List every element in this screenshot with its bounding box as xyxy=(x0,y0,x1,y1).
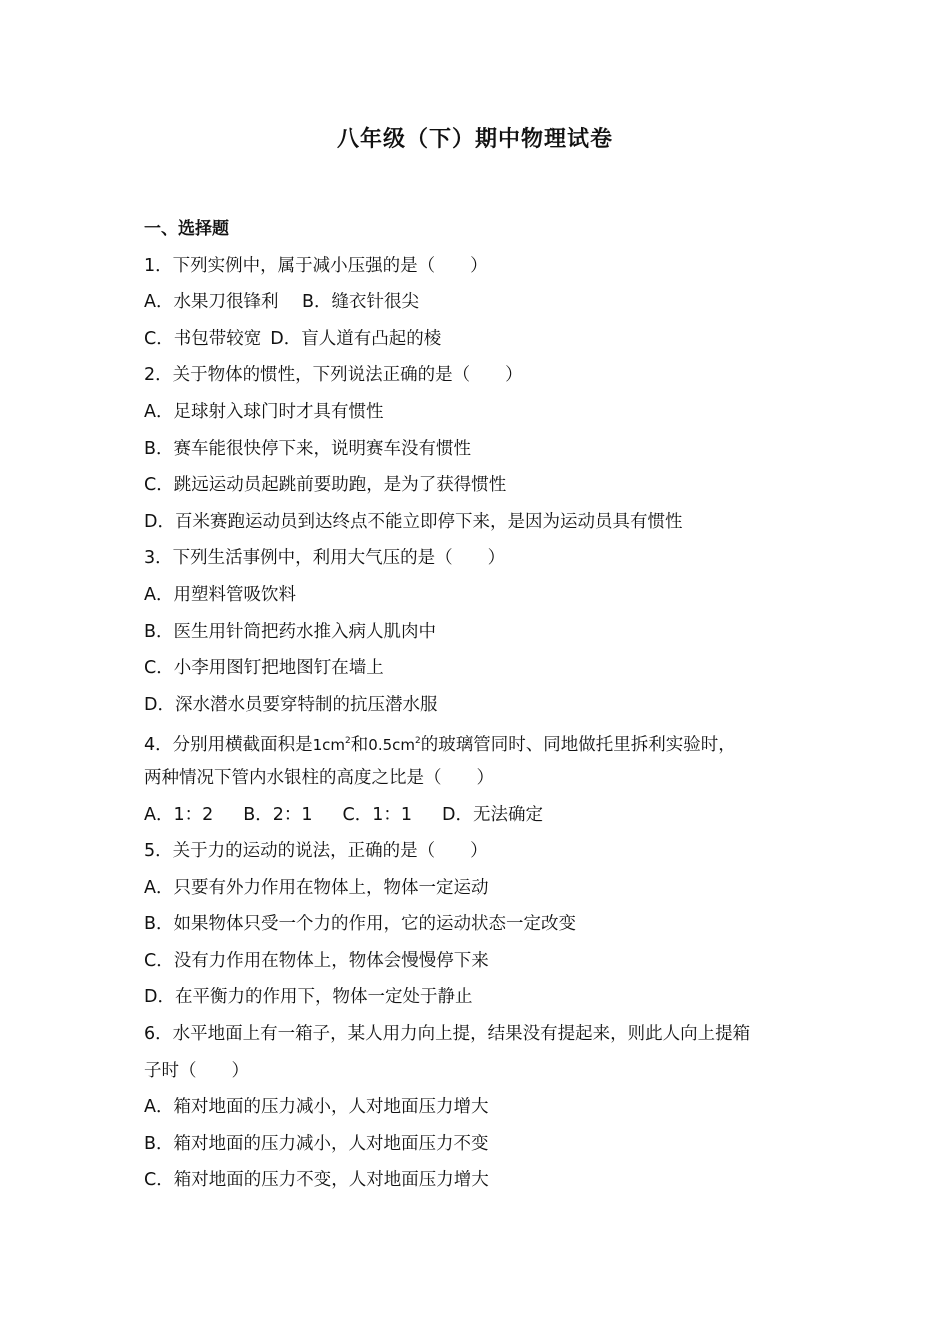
question-6-option-c: C．箱对地面的压力不变，人对地面压力增大 xyxy=(144,1170,489,1191)
option-a: A．水果刀很锋利 xyxy=(144,292,296,313)
question-3-option-b: B．医生用针筒把药水推入病人肌肉中 xyxy=(144,621,437,642)
question-5-option-b: B．如果物体只受一个力的作用，它的运动状态一定改变 xyxy=(144,914,577,935)
area-1-exponent: 2 xyxy=(345,736,351,747)
option-b: B．2：1 xyxy=(243,804,313,825)
option-d: D．无法确定 xyxy=(442,804,544,825)
question-3-option-d: D．深水潜水员要穿特制的抗压潜水服 xyxy=(144,694,438,715)
question-2-option-c: C．跳远运动员起跳前要助跑，是为了获得惯性 xyxy=(144,475,507,496)
question-6-option-a: A．箱对地面的压力减小，人对地面压力增大 xyxy=(144,1097,489,1118)
question-5-option-c: C．没有力作用在物体上，物体会慢慢停下来 xyxy=(144,950,489,971)
question-2-option-a: A．足球射入球门时才具有惯性 xyxy=(144,401,384,422)
option-b: B．缝衣针很尖 xyxy=(301,292,419,313)
question-5-stem: 5．关于力的运动的说法，正确的是（ ） xyxy=(144,841,488,862)
option-c: C．书包带较宽 xyxy=(144,328,262,349)
area-2: 0.5cm xyxy=(368,736,415,755)
question-4-text-part3: 的玻璃管同时、同地做托里拆利实验时， xyxy=(420,735,736,756)
question-6-option-b: B．箱对地面的压力减小，人对地面压力不变 xyxy=(144,1133,489,1154)
question-4-text-part2: 和 xyxy=(350,735,369,756)
question-2-option-b: B．赛车能很快停下来，说明赛车没有惯性 xyxy=(144,438,472,459)
question-4-stem xyxy=(144,723,824,760)
question-1-options-cd xyxy=(144,321,824,358)
question-5-option-d: D．在平衡力的作用下，物体一定处于静止 xyxy=(144,987,473,1008)
option-d: D．盲人道有凸起的棱 xyxy=(270,328,442,349)
option-a: A．1：2 xyxy=(144,804,214,825)
question-6-stem-line2: 子时（ ） xyxy=(144,1060,249,1081)
question-list xyxy=(144,211,824,1199)
area-1: 1cm xyxy=(312,736,346,755)
question-2-stem: 2．关于物体的惯性，下列说法正确的是（ ） xyxy=(144,365,523,386)
question-5-option-a: A．只要有外力作用在物体上，物体一定运动 xyxy=(144,877,489,898)
option-c: C．1：1 xyxy=(342,804,413,825)
question-1-options-ab xyxy=(144,284,824,321)
section-heading: 一、选择题 xyxy=(144,219,229,239)
question-3-stem: 3．下列生活事例中，利用大气压的是（ ） xyxy=(144,548,506,569)
question-6-stem: 6．水平地面上有一箱子，某人用力向上提，结果没有提起来，则此人向上提箱 xyxy=(144,1024,751,1045)
question-4-text-part1: 4．分别用横截面积是 xyxy=(144,735,313,756)
page-title: 八年级（下）期中物理试卷 xyxy=(336,127,613,152)
question-2-option-d: D．百米赛跑运动员到达终点不能立即停下来，是因为运动员具有惯性 xyxy=(144,511,683,532)
question-4-stem-line2: 两种情况下管内水银柱的高度之比是（ ） xyxy=(144,767,494,788)
question-4-options xyxy=(144,797,824,834)
area-2-exponent: 2 xyxy=(415,736,421,747)
question-1-stem: 1．下列实例中，属于减小压强的是（ ） xyxy=(144,255,488,276)
question-3-option-c: C．小李用图钉把地图钉在墙上 xyxy=(144,658,384,679)
question-3-option-a: A．用塑料管吸饮料 xyxy=(144,584,296,605)
